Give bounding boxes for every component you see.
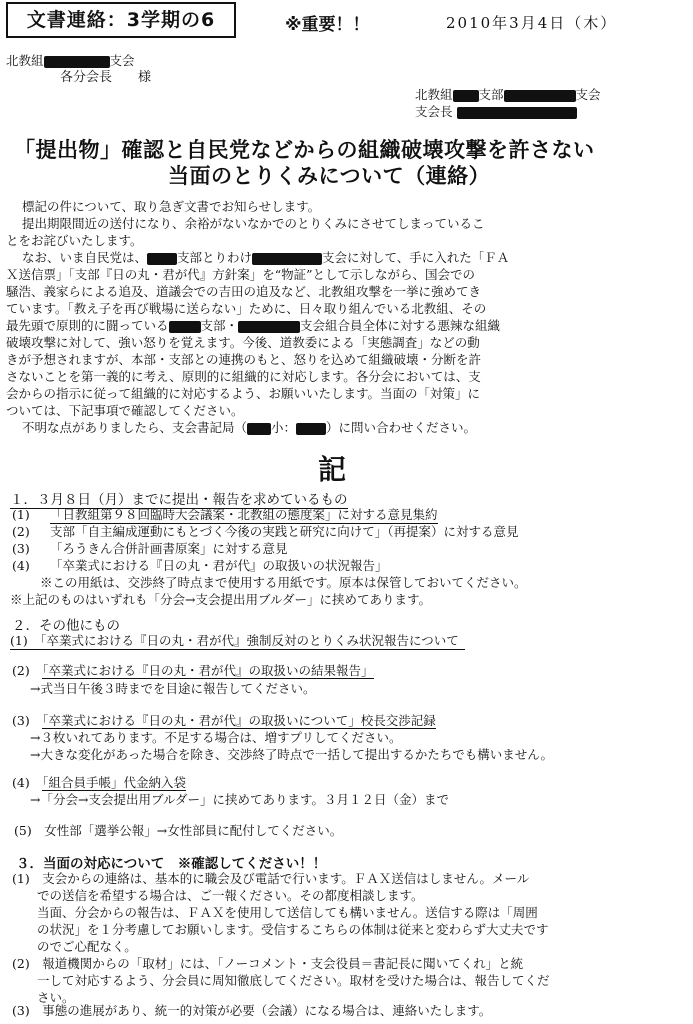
body-paragraph-3b: Ｘ送信票」「支部『日の丸・君が代』方針案」を“物証”として示しながら、国会での — [6, 267, 476, 282]
section3-item-1b: での送信を希望する場合は、ご一報ください。その都度相談します。 — [12, 888, 424, 903]
document-title-line1: 「提出物」確認と自民党などからの組織破壊攻撃を許さない — [14, 138, 595, 162]
body-paragraph-3e: 最先頭で原則的に闘っている 支部・ 支会組合員全体に対する悪辣な組織 — [6, 318, 501, 333]
body-paragraph-4: 不明な点がありましたら、支会書記局（ 小： ）に問い合わせください。 — [22, 420, 477, 435]
section1-item-1: 「日教組第９８回臨時大会議案・北教組の態度案」に対する意見集約 — [50, 507, 438, 522]
body-paragraph-3i: 会からの指示に従って組織的に対応するよう、お願いいたします。当面の「対策」に — [6, 386, 481, 401]
section1-item-3: 「ろうきん合併計画書原案」に対する意見 — [50, 541, 288, 556]
body-paragraph-3h: さないことを第一義的に考え、原則的に組織的に対応します。各分会においては、支 — [6, 369, 481, 384]
document-title-line2: 当面のとりくみについて（連絡） — [168, 164, 491, 188]
redaction-block — [247, 423, 271, 435]
ki-heading: 記 — [318, 453, 347, 486]
section3-item-1d: の状況」を１分考慮してお願いします。受信するこちらの体制は従来と変わらず大丈夫です — [12, 922, 549, 937]
redaction-block — [504, 90, 576, 102]
section3-item-2a: (2) 報道機関からの「取材」には、「ノーコメント・支会役員＝書記長に聞いてくれ」と統 — [12, 956, 524, 971]
section3-item-1e: のでご心配なく。 — [12, 939, 137, 954]
body-paragraph-1: 標記の件について、取り急ぎ文書でお知らせします。 — [22, 199, 321, 214]
body-paragraph-3j: ついては、下記事項で確認してください。 — [6, 403, 244, 418]
section1-item-1-num: (1) — [12, 507, 30, 522]
body-paragraph-3f: 破壊攻撃に対して、強い怒りを覚えます。今後、道教委による「実態調査」などの動 — [6, 335, 480, 350]
document-date: 2010年3月4日（木） — [446, 14, 618, 32]
section2-item-3-sub-1: →３枚いれてあります。不足する場合は、増すプリしてください。 — [30, 730, 402, 745]
section3-item-1a: (1) 支会からの連絡は、基本的に職会及び電話で行います。ＦＡＸ送信はしません。メール — [12, 871, 530, 886]
redaction-block — [296, 423, 326, 435]
addressee-line2: 各分会長 様 — [60, 70, 152, 85]
section1-item-3-num: (3) — [12, 541, 30, 556]
section1-item-2: 支部「自主編成運動にもとづく今後の実践と研究に向けて」（再提案）に対する意見 — [50, 524, 519, 539]
section1-item-2-num: (2) — [12, 524, 30, 539]
redaction-block — [169, 321, 201, 333]
sender-line2: 支会長 — [415, 103, 577, 120]
section1-heading: １．３月８日（月）までに提出・報告を求めているもの — [10, 488, 348, 509]
redaction-block — [238, 321, 300, 333]
body-paragraph-3d: ています。「教え子を再び戦場に送らない」ために、日々取り組んでいる北教組、その — [6, 301, 487, 316]
section3-item-2c: さい。 — [12, 990, 75, 1005]
section2-item-1: (1) 「卒業式における『日の丸・君が代』強制反対のとりくみ状況報告について — [10, 632, 465, 650]
section1-note-2: ※上記のものはいずれも「分会→支会提出用ブルダー」に挟めてあります。 — [10, 592, 431, 607]
redaction-block — [147, 253, 177, 265]
section3-heading: ３．当面の対応について ※確認してください！！ — [16, 856, 327, 872]
addressee-line1: 北教組 支会 — [6, 53, 135, 68]
section3-item-3: (3) 事態の進展があり、統一的対策が必要（会議）になる場合は、連絡いたします。 — [12, 1003, 492, 1018]
redaction-block — [44, 56, 110, 68]
section2-item-3-sub-2: →大きな変化があった場合を除き、交渉終了時点で一括して提出するかたちでも構いません。 — [30, 747, 553, 762]
body-paragraph-3c: 騒浩、義家らによる追及、道議会での吉田の追及など、北教組攻撃を一挙に強めてき — [6, 284, 482, 299]
section1-item-4: 「卒業式における『日の丸・君が代』の取扱いの状況報告」 — [50, 558, 388, 573]
redaction-block — [453, 90, 479, 102]
section2-item-2: (2) 「卒業式における『日の丸・君が代』の取扱いの結果報告」 — [12, 663, 374, 678]
section2-item-3: (3) 「卒業式における『日の丸・君が代』の取扱いについて」校長交渉記録 — [12, 713, 436, 728]
body-paragraph-3a: なお、いま自民党は、 支部とりわけ 支会に対して、手に入れた「ＦＡ — [22, 250, 510, 265]
section2-item-4-sub: →「分会→支会提出用ブルダー」に挟めてあります。３月１２日（金）まで — [30, 792, 449, 807]
section1-item-4-num: (4) — [12, 558, 30, 573]
section2-item-5: (5) 女性部「選挙公報」→女性部員に配付してください。 — [14, 823, 343, 838]
body-paragraph-2a: 提出期限間近の送付になり、余裕がないなかでのとりくみにさせてしまっているこ — [22, 216, 485, 231]
section2-item-2-sub: →式当日午後３時までを目途に報告してください。 — [30, 681, 316, 696]
section3-item-2b: 一して対応するよう、分会員に周知徹底してください。取材を受けた場合は、報告してくだ — [12, 973, 550, 988]
sender-line1: 北教組 支部 支会 — [415, 87, 601, 102]
redaction-block — [457, 107, 577, 119]
section3-item-1c: 当面、分会からの報告は、ＦＡＸを使用して送信しても構いません。送信する際は「周囲 — [12, 905, 538, 920]
redaction-block — [252, 253, 322, 265]
section2-item-4: (4) 「組合員手帳」代金納入袋 — [12, 775, 186, 790]
body-paragraph-3g: きが予想されますが、本部・支部との連携のもと、怒りを込めて組織破壊・分断を許 — [6, 352, 482, 367]
document-label: 文書連絡：3学期の6 — [6, 2, 236, 38]
body-paragraph-2b: とをお詫びいたします。 — [6, 233, 143, 248]
importance-mark: ※重要！！ — [285, 15, 370, 35]
section1-note-1: ※この用紙は、交渉終了時点まで使用する用紙です。原本は保管しておいてください。 — [40, 575, 527, 590]
section2-heading: ２．その他にもの — [12, 618, 120, 634]
